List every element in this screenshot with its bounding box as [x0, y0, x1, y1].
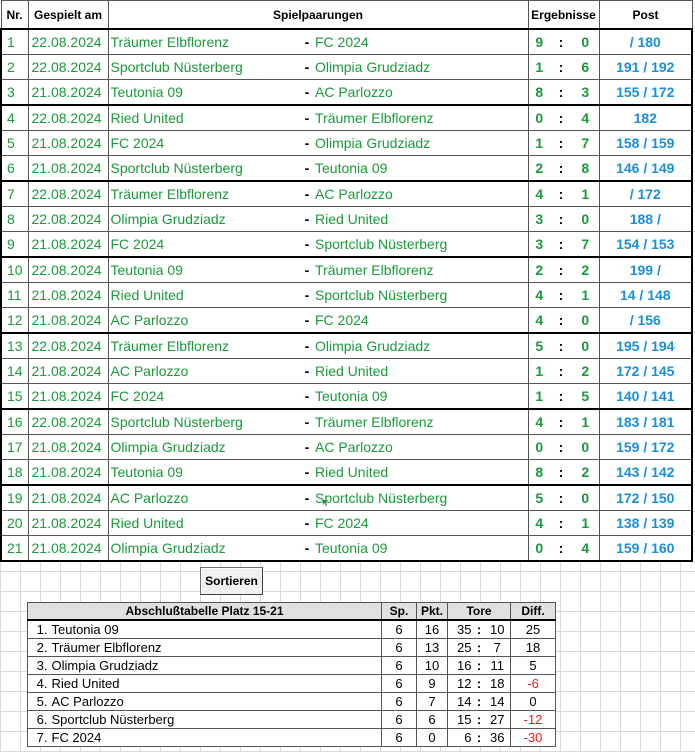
match-separator[interactable]: - — [301, 207, 313, 232]
header-sp: Sp. — [382, 603, 417, 621]
match-away-goals[interactable]: 2 — [572, 359, 599, 384]
standings-points[interactable]: 9 — [417, 675, 448, 693]
match-away-team[interactable]: Ried United — [313, 207, 528, 232]
match-score-colon[interactable]: : — [550, 55, 572, 80]
standings-points[interactable]: 13 — [417, 639, 448, 657]
match-nr[interactable]: 1 — [1, 29, 28, 55]
standings-goals-for[interactable]: 6 — [448, 729, 474, 747]
match-post[interactable]: 183 / 181 — [599, 409, 692, 435]
match-home-goals[interactable]: 9 — [528, 29, 550, 55]
standings-rank[interactable]: 2. — [28, 639, 51, 657]
match-score-colon[interactable]: : — [550, 105, 572, 131]
match-away-goals[interactable]: 0 — [572, 435, 599, 460]
standings-goals-against[interactable]: 36 — [485, 729, 511, 747]
standings-diff[interactable]: 25 — [511, 620, 556, 639]
match-score-colon[interactable]: : — [550, 333, 572, 359]
match-row — [1, 283, 692, 308]
match-date[interactable]: 21.08.2024 — [28, 485, 108, 511]
match-nr[interactable]: 17 — [1, 435, 28, 460]
match-home-team[interactable]: FC 2024 — [108, 232, 301, 258]
standings-team[interactable]: Olimpia Grudziadz — [51, 657, 382, 675]
match-nr[interactable]: 7 — [1, 181, 28, 207]
standings-rank[interactable]: 4. — [28, 675, 51, 693]
match-nr[interactable]: 13 — [1, 333, 28, 359]
match-nr[interactable]: 20 — [1, 511, 28, 536]
match-away-team[interactable]: Olimpia Grudziadz — [313, 333, 528, 359]
match-home-goals[interactable]: 2 — [528, 257, 550, 283]
standings-diff[interactable]: 0 — [511, 693, 556, 711]
match-home-goals[interactable]: 8 — [528, 80, 550, 106]
match-away-team[interactable]: Sportclub Nüsterberg — [313, 232, 528, 258]
match-home-goals[interactable]: 8 — [528, 460, 550, 486]
match-row — [1, 308, 692, 334]
standings-body — [28, 620, 556, 747]
standings-row — [28, 639, 556, 657]
match-nr[interactable]: 4 — [1, 105, 28, 131]
match-score-colon[interactable]: : — [550, 536, 572, 562]
match-separator[interactable]: - — [301, 80, 313, 106]
match-home-team[interactable]: Olimpia Grudziadz — [108, 536, 301, 562]
match-nr[interactable]: 8 — [1, 207, 28, 232]
match-score-colon[interactable]: : — [550, 80, 572, 106]
header-results: Ergebnisse — [528, 1, 599, 30]
match-nr[interactable]: 16 — [1, 409, 28, 435]
match-post[interactable]: 159 / 172 — [599, 435, 692, 460]
match-post[interactable]: 172 / 145 — [599, 359, 692, 384]
standings-rank[interactable]: 5. — [28, 693, 51, 711]
match-post[interactable]: 154 / 153 — [599, 232, 692, 258]
match-row — [1, 156, 692, 182]
match-date[interactable]: 22.08.2024 — [28, 257, 108, 283]
sort-button[interactable]: Sortieren — [200, 567, 263, 595]
match-away-goals[interactable]: 4 — [572, 105, 599, 131]
match-row — [1, 333, 692, 359]
match-post[interactable]: / 156 — [599, 308, 692, 334]
match-date[interactable]: 21.08.2024 — [28, 283, 108, 308]
match-date[interactable]: 21.08.2024 — [28, 435, 108, 460]
match-row — [1, 359, 692, 384]
match-date[interactable]: 22.08.2024 — [28, 29, 108, 55]
match-home-team[interactable]: Sportclub Nüsterberg — [108, 409, 301, 435]
match-row — [1, 460, 692, 486]
match-away-goals[interactable]: 7 — [572, 232, 599, 258]
match-nr[interactable]: 18 — [1, 460, 28, 486]
match-home-goals[interactable]: 4 — [528, 181, 550, 207]
match-away-team[interactable]: FC 2024 — [313, 29, 528, 55]
match-away-goals[interactable]: 4 — [572, 536, 599, 562]
match-score-colon[interactable]: : — [550, 409, 572, 435]
match-nr[interactable]: 10 — [1, 257, 28, 283]
match-row — [1, 511, 692, 536]
match-row — [1, 485, 692, 511]
match-home-team[interactable]: FC 2024 — [108, 131, 301, 156]
match-home-goals[interactable]: 1 — [528, 55, 550, 80]
match-score-colon[interactable]: : — [550, 359, 572, 384]
match-post[interactable]: 199 / — [599, 257, 692, 283]
match-row — [1, 181, 692, 207]
match-score-colon[interactable]: : — [550, 460, 572, 486]
match-home-team[interactable]: Ried United — [108, 283, 301, 308]
header-diff: Diff. — [511, 603, 556, 621]
match-separator[interactable]: - — [301, 29, 313, 55]
match-away-team[interactable]: Teutonia 09 — [313, 156, 528, 182]
match-row — [1, 131, 692, 156]
match-date[interactable]: 21.08.2024 — [28, 131, 108, 156]
standings-points[interactable]: 10 — [417, 657, 448, 675]
match-date[interactable]: 22.08.2024 — [28, 181, 108, 207]
match-away-goals[interactable]: 0 — [572, 485, 599, 511]
match-date[interactable]: 21.08.2024 — [28, 460, 108, 486]
match-score-colon[interactable]: : — [550, 232, 572, 258]
match-home-goals[interactable]: 3 — [528, 232, 550, 258]
match-home-team[interactable]: Träumer Elbflorenz — [108, 181, 301, 207]
match-score-colon[interactable]: : — [550, 308, 572, 334]
match-post[interactable]: 143 / 142 — [599, 460, 692, 486]
standings-rank[interactable]: 6. — [28, 711, 51, 729]
match-separator[interactable]: - — [301, 384, 313, 410]
match-nr[interactable]: 21 — [1, 536, 28, 562]
match-separator[interactable]: - — [301, 359, 313, 384]
standings-table — [27, 602, 556, 747]
match-away-goals[interactable]: 2 — [572, 460, 599, 486]
match-away-goals[interactable]: 0 — [572, 333, 599, 359]
match-row — [1, 536, 692, 562]
match-separator[interactable]: - — [301, 105, 313, 131]
match-nr[interactable]: 9 — [1, 232, 28, 258]
match-score-colon[interactable]: : — [550, 384, 572, 410]
match-separator[interactable]: - — [301, 308, 313, 334]
match-home-team[interactable]: AC Parlozzo — [108, 308, 301, 334]
match-post[interactable]: 14 / 148 — [599, 283, 692, 308]
match-home-goals[interactable]: 4 — [528, 308, 550, 334]
standings-rank[interactable]: 7. — [28, 729, 51, 747]
match-score-colon[interactable]: : — [550, 29, 572, 55]
standings-games[interactable]: 6 — [382, 729, 417, 747]
match-separator[interactable]: - — [301, 536, 313, 562]
match-away-team[interactable]: Olimpia Grudziadz — [313, 131, 528, 156]
match-row — [1, 29, 692, 55]
standings-goals-colon[interactable]: : — [474, 729, 485, 747]
standings-goals-colon[interactable]: : — [474, 620, 485, 639]
standings-games[interactable]: 6 — [382, 711, 417, 729]
standings-games[interactable]: 6 — [382, 675, 417, 693]
standings-games[interactable]: 6 — [382, 620, 417, 639]
match-separator[interactable]: - — [301, 409, 313, 435]
match-separator[interactable]: - — [301, 333, 313, 359]
match-post[interactable]: 159 / 160 — [599, 536, 692, 562]
match-date[interactable]: 21.08.2024 — [28, 80, 108, 106]
standings-title: Abschlußtabelle Platz 15-21 — [28, 603, 382, 621]
match-post[interactable]: 146 / 149 — [599, 156, 692, 182]
match-away-team[interactable]: AC Parlozzo — [313, 435, 528, 460]
match-score-colon[interactable]: : — [550, 181, 572, 207]
standings-header-row — [28, 603, 556, 621]
match-score-colon[interactable]: : — [550, 131, 572, 156]
match-home-team[interactable]: AC Parlozzo — [108, 359, 301, 384]
match-score-colon[interactable]: : — [550, 435, 572, 460]
match-separator[interactable]: - — [301, 460, 313, 486]
match-post[interactable]: 158 / 159 — [599, 131, 692, 156]
match-row — [1, 55, 692, 80]
standings-diff[interactable]: -12 — [511, 711, 556, 729]
match-row — [1, 232, 692, 258]
standings-games[interactable]: 6 — [382, 639, 417, 657]
match-away-team[interactable]: Ried United — [313, 359, 528, 384]
match-home-goals[interactable]: 4 — [528, 409, 550, 435]
header-pkt: Pkt. — [417, 603, 448, 621]
match-date[interactable]: 22.08.2024 — [28, 207, 108, 232]
match-away-goals[interactable]: 8 — [572, 156, 599, 182]
match-separator[interactable]: - — [301, 435, 313, 460]
match-home-team[interactable]: Teutonia 09 — [108, 257, 301, 283]
header-post: Post — [599, 1, 692, 30]
standings-goals-against[interactable]: 18 — [485, 675, 511, 693]
match-nr[interactable]: 14 — [1, 359, 28, 384]
match-score-colon[interactable]: : — [550, 485, 572, 511]
standings-goals-against[interactable]: 14 — [485, 693, 511, 711]
standings-rank[interactable]: 3. — [28, 657, 51, 675]
standings-row — [28, 711, 556, 729]
match-home-goals[interactable]: 4 — [528, 283, 550, 308]
match-away-team[interactable]: FC 2024 — [313, 511, 528, 536]
match-separator[interactable]: - — [301, 156, 313, 182]
standings-points[interactable]: 7 — [417, 693, 448, 711]
match-away-team[interactable]: Sportclub Nüsterberg — [313, 283, 528, 308]
match-post[interactable]: 191 / 192 — [599, 55, 692, 80]
standings-goals-for[interactable]: 15 — [448, 711, 474, 729]
match-score-colon[interactable]: : — [550, 156, 572, 182]
standings-goals-for[interactable]: 16 — [448, 657, 474, 675]
match-post[interactable]: 138 / 139 — [599, 511, 692, 536]
standings-team[interactable]: Sportclub Nüsterberg — [51, 711, 382, 729]
standings-goals-against[interactable]: 11 — [485, 657, 511, 675]
match-separator[interactable]: - — [301, 181, 313, 207]
match-score-colon[interactable]: : — [550, 511, 572, 536]
match-date[interactable]: 22.08.2024 — [28, 333, 108, 359]
match-separator[interactable]: - — [301, 257, 313, 283]
standings-row — [28, 657, 556, 675]
match-date[interactable]: 22.08.2024 — [28, 55, 108, 80]
match-home-team[interactable]: Sportclub Nüsterberg — [108, 55, 301, 80]
match-nr[interactable]: 2 — [1, 55, 28, 80]
match-home-goals[interactable]: 5 — [528, 333, 550, 359]
match-score-colon[interactable]: : — [550, 207, 572, 232]
match-home-goals[interactable]: 0 — [528, 435, 550, 460]
match-date[interactable]: 21.08.2024 — [28, 384, 108, 410]
match-home-team[interactable]: FC 2024 — [108, 384, 301, 410]
match-row — [1, 257, 692, 283]
match-home-goals[interactable]: 3 — [528, 207, 550, 232]
match-away-goals[interactable]: 1 — [572, 511, 599, 536]
match-post[interactable]: / 180 — [599, 29, 692, 55]
standings-points[interactable]: 16 — [417, 620, 448, 639]
match-home-team[interactable]: Teutonia 09 — [108, 80, 301, 106]
match-away-team[interactable]: Olimpia Grudziadz — [313, 55, 528, 80]
match-separator[interactable]: - — [301, 485, 313, 511]
standings-team[interactable]: Teutonia 09 — [51, 620, 382, 639]
standings-goals-for[interactable]: 25 — [448, 639, 474, 657]
match-away-goals[interactable]: 0 — [572, 308, 599, 334]
standings-points[interactable]: 0 — [417, 729, 448, 747]
header-tore: Tore — [448, 603, 511, 621]
standings-diff[interactable]: -6 — [511, 675, 556, 693]
match-post[interactable]: 195 / 194 — [599, 333, 692, 359]
match-score-colon[interactable]: : — [550, 257, 572, 283]
match-date[interactable]: 21.08.2024 — [28, 156, 108, 182]
match-home-team[interactable]: Träumer Elbflorenz — [108, 29, 301, 55]
match-away-team[interactable]: FC 2024 — [313, 308, 528, 334]
match-home-goals[interactable]: 2 — [528, 156, 550, 182]
standings-goals-for[interactable]: 35 — [448, 620, 474, 639]
match-away-team[interactable]: Träumer Elbflorenz — [313, 257, 528, 283]
match-away-team[interactable]: Ried United — [313, 460, 528, 486]
standings-goals-colon[interactable]: : — [474, 711, 485, 729]
matches-body — [1, 29, 692, 561]
standings-row — [28, 729, 556, 747]
match-date[interactable]: 22.08.2024 — [28, 409, 108, 435]
match-post[interactable]: 182 — [599, 105, 692, 131]
match-separator[interactable]: - — [301, 283, 313, 308]
match-home-goals[interactable]: 5 — [528, 485, 550, 511]
match-nr[interactable]: 11 — [1, 283, 28, 308]
match-date[interactable]: 21.08.2024 — [28, 232, 108, 258]
match-home-team[interactable]: Olimpia Grudziadz — [108, 435, 301, 460]
standings-team[interactable]: Ried United — [51, 675, 382, 693]
match-date[interactable]: 21.08.2024 — [28, 536, 108, 562]
match-away-team[interactable]: Träumer Elbflorenz — [313, 105, 528, 131]
match-home-team[interactable]: Träumer Elbflorenz — [108, 333, 301, 359]
match-date[interactable]: 22.08.2024 — [28, 105, 108, 131]
standings-row — [28, 693, 556, 711]
match-date[interactable]: 21.08.2024 — [28, 511, 108, 536]
match-away-goals[interactable]: 1 — [572, 409, 599, 435]
match-away-team[interactable]: Sportclub Nüsterberg — [313, 485, 528, 511]
header-date: Gespielt am — [28, 1, 108, 30]
standings-row — [28, 620, 556, 639]
match-post[interactable]: 188 / — [599, 207, 692, 232]
match-home-goals[interactable]: 1 — [528, 384, 550, 410]
match-away-goals[interactable]: 0 — [572, 29, 599, 55]
match-away-goals[interactable]: 3 — [572, 80, 599, 106]
match-away-goals[interactable]: 1 — [572, 283, 599, 308]
header-pairings: Spielpaarungen — [108, 1, 528, 30]
match-row — [1, 105, 692, 131]
match-away-goals[interactable]: 1 — [572, 181, 599, 207]
match-away-goals[interactable]: 2 — [572, 257, 599, 283]
match-post[interactable]: 155 / 172 — [599, 80, 692, 106]
match-date[interactable]: 21.08.2024 — [28, 308, 108, 334]
match-post[interactable]: / 172 — [599, 181, 692, 207]
match-home-team[interactable]: Ried United — [108, 511, 301, 536]
match-home-team[interactable]: Ried United — [108, 105, 301, 131]
match-nr[interactable]: 19 — [1, 485, 28, 511]
match-date[interactable]: 21.08.2024 — [28, 359, 108, 384]
standings-goals-against[interactable]: 10 — [485, 620, 511, 639]
match-home-team[interactable]: Sportclub Nüsterberg — [108, 156, 301, 182]
match-separator[interactable]: - — [301, 232, 313, 258]
standings-diff[interactable]: 5 — [511, 657, 556, 675]
match-home-goals[interactable]: 0 — [528, 105, 550, 131]
match-away-team[interactable]: Träumer Elbflorenz — [313, 409, 528, 435]
match-separator[interactable]: - — [301, 131, 313, 156]
standings-goals-for[interactable]: 14 — [448, 693, 474, 711]
match-score-colon[interactable]: : — [550, 283, 572, 308]
match-home-team[interactable]: Olimpia Grudziadz — [108, 207, 301, 232]
match-row — [1, 409, 692, 435]
match-row — [1, 435, 692, 460]
cell-comment-marker — [323, 500, 328, 505]
standings-team[interactable]: FC 2024 — [51, 729, 382, 747]
standings-diff[interactable]: 18 — [511, 639, 556, 657]
standings-team[interactable]: Träumer Elbflorenz — [51, 639, 382, 657]
match-nr[interactable]: 5 — [1, 131, 28, 156]
match-home-goals[interactable]: 0 — [528, 536, 550, 562]
standings-goals-colon[interactable]: : — [474, 657, 485, 675]
match-home-goals[interactable]: 1 — [528, 359, 550, 384]
match-away-goals[interactable]: 7 — [572, 131, 599, 156]
match-nr[interactable]: 6 — [1, 156, 28, 182]
standings-points[interactable]: 6 — [417, 711, 448, 729]
standings-goals-colon[interactable]: : — [474, 675, 485, 693]
match-separator[interactable]: - — [301, 511, 313, 536]
match-separator[interactable]: - — [301, 55, 313, 80]
standings-team[interactable]: AC Parlozzo — [51, 693, 382, 711]
match-away-team[interactable]: Teutonia 09 — [313, 536, 528, 562]
standings-goals-for[interactable]: 12 — [448, 675, 474, 693]
match-away-team[interactable]: AC Parlozzo — [313, 80, 528, 106]
match-nr[interactable]: 12 — [1, 308, 28, 334]
standings-goals-colon[interactable]: : — [474, 639, 485, 657]
match-home-team[interactable]: AC Parlozzo — [108, 485, 301, 511]
match-nr[interactable]: 15 — [1, 384, 28, 410]
standings-games[interactable]: 6 — [382, 693, 417, 711]
match-post[interactable]: 172 / 150 — [599, 485, 692, 511]
standings-goals-against[interactable]: 7 — [485, 639, 511, 657]
match-row — [1, 384, 692, 410]
standings-rank[interactable]: 1. — [28, 620, 51, 639]
match-away-goals[interactable]: 0 — [572, 207, 599, 232]
header-nr: Nr. — [1, 1, 28, 30]
match-nr[interactable]: 3 — [1, 80, 28, 106]
match-away-team[interactable]: AC Parlozzo — [313, 181, 528, 207]
standings-games[interactable]: 6 — [382, 657, 417, 675]
match-away-goals[interactable]: 6 — [572, 55, 599, 80]
standings-goals-against[interactable]: 27 — [485, 711, 511, 729]
match-row — [1, 207, 692, 232]
standings-diff[interactable]: -30 — [511, 729, 556, 747]
matches-header-row — [1, 1, 692, 30]
match-home-team[interactable]: Teutonia 09 — [108, 460, 301, 486]
match-post[interactable]: 140 / 141 — [599, 384, 692, 410]
match-away-team[interactable]: Teutonia 09 — [313, 384, 528, 410]
standings-goals-colon[interactable]: : — [474, 693, 485, 711]
match-home-goals[interactable]: 1 — [528, 131, 550, 156]
match-away-goals[interactable]: 5 — [572, 384, 599, 410]
match-row — [1, 80, 692, 106]
match-home-goals[interactable]: 4 — [528, 511, 550, 536]
standings-row — [28, 675, 556, 693]
